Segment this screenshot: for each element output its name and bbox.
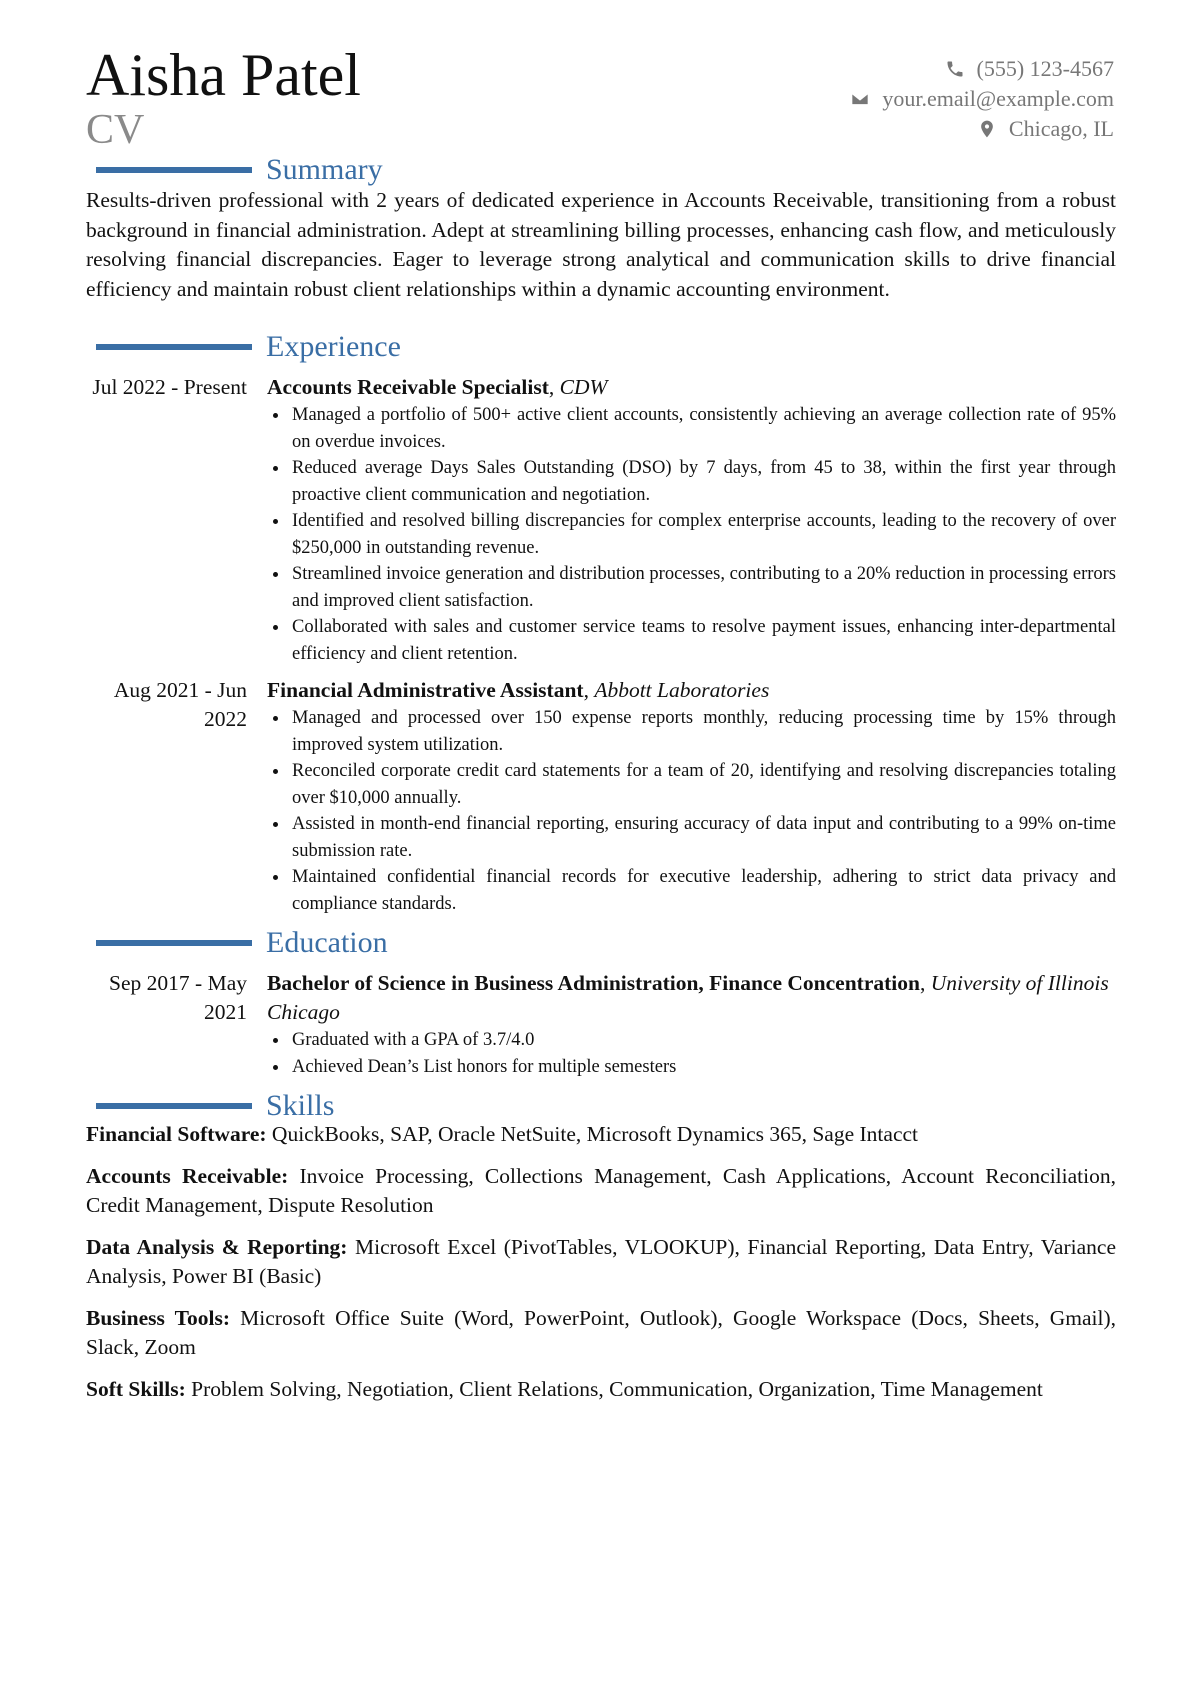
employer-name: Abbott Laboratories xyxy=(594,678,770,702)
skills-section-header xyxy=(96,1089,334,1123)
contact-info xyxy=(850,54,1114,144)
skill-row xyxy=(86,1120,1116,1149)
skill-category: Data Analysis & Reporting: xyxy=(86,1235,348,1259)
location-text: Chicago, IL xyxy=(1008,116,1114,141)
list-item: Managed and processed over 150 expense reports monthly, reducing processing time by 15% through improved system utilization. xyxy=(267,705,1116,758)
phone-number: (555) 123-4567 xyxy=(976,56,1114,81)
section-rule xyxy=(96,940,252,946)
bullet-list xyxy=(267,1027,1116,1080)
entry-heading: Financial Administrative Assistant, Abbott Laboratories xyxy=(267,678,770,702)
skill-values: Microsoft Excel (PivotTables, VLOOKUP), Financial Reporting, Data Entry, Variance Analysis, Power BI (Basic) xyxy=(86,1235,1116,1288)
skill-row xyxy=(86,1304,1116,1362)
list-item: Achieved Dean’s List honors for multiple semesters xyxy=(267,1054,1116,1081)
section-title-education: Education xyxy=(266,926,388,959)
candidate-name: Aisha Patel xyxy=(86,42,361,108)
entry-body xyxy=(267,969,1116,1080)
skill-category: Business Tools: xyxy=(86,1306,230,1330)
entry-date: Sep 2017 - May 2021 xyxy=(109,971,247,1024)
section-rule xyxy=(96,344,252,350)
list-item: Identified and resolved billing discrepancies for complex enterprise accounts, leading to the recovery of over $250,000 in outstanding revenue. xyxy=(267,508,1116,561)
skill-category: Financial Software: xyxy=(86,1122,267,1146)
list-item: Managed a portfolio of 500+ active client accounts, consistently achieving an average collection rate of 95% on overdue invoices. xyxy=(267,402,1116,455)
document-subtitle: CV xyxy=(86,107,145,153)
contact-phone[interactable] xyxy=(850,54,1114,84)
skill-values: Microsoft Office Suite (Word, PowerPoint, Outlook), Google Workspace (Docs, Sheets, Gmail), Slack, Zoom xyxy=(86,1306,1116,1359)
section-rule xyxy=(96,167,252,173)
list-item: Collaborated with sales and customer service teams to resolve payment issues, enhancing inter-departmental efficiency and client retention. xyxy=(267,614,1116,667)
section-title-experience: Experience xyxy=(266,330,401,363)
list-item: Reconciled corporate credit card statements for a team of 20, identifying and resolving discrepancies totaling over $10,000 annually. xyxy=(267,758,1116,811)
experience-section-header xyxy=(96,330,401,364)
skill-category: Soft Skills: xyxy=(86,1377,186,1401)
contact-location xyxy=(850,114,1114,144)
phone-icon xyxy=(945,59,965,79)
entry-heading: Accounts Receivable Specialist, CDW xyxy=(267,375,608,399)
summary-text: Results-driven professional with 2 years of dedicated experience in Accounts Receivable, transitioning from a robust background in financial administration. Adept at streamlining billing processes, enhancing cash flow, and meticulously resolving financial discrepancies. Eager to leverage strong analytical and communication skills to drive financial efficiency and maintain robust client relationships within a dynamic accounting environment. xyxy=(86,188,1116,302)
skill-row xyxy=(86,1233,1116,1291)
school-name: University of Illinois Chicago xyxy=(267,971,1109,1024)
bullet-list xyxy=(267,705,1116,917)
list-item: Reduced average Days Sales Outstanding (DSO) by 7 days, from 45 to 38, within the first year through proactive client communication and negotiation. xyxy=(267,455,1116,508)
bullet-list xyxy=(267,402,1116,667)
section-title-summary: Summary xyxy=(266,153,383,186)
envelope-icon xyxy=(850,89,870,109)
contact-email[interactable] xyxy=(850,84,1114,114)
list-item: Graduated with a GPA of 3.7/4.0 xyxy=(267,1027,1116,1054)
employer-name: CDW xyxy=(559,375,608,399)
education-section-header xyxy=(96,926,388,960)
map-marker-icon xyxy=(977,119,997,139)
list-item: Assisted in month-end financial reporting, ensuring accuracy of data input and contributing to a 99% on-time submission rate. xyxy=(267,811,1116,864)
skill-row xyxy=(86,1162,1116,1220)
entry-date: Aug 2021 - Jun 2022 xyxy=(113,678,247,731)
skill-category: Accounts Receivable: xyxy=(86,1164,289,1188)
degree-title: Bachelor of Science in Business Administration, Finance Concentration xyxy=(267,971,920,995)
skill-values: Problem Solving, Negotiation, Client Relations, Communication, Organization, Time Management xyxy=(191,1377,1043,1401)
list-item: Maintained confidential financial records for executive leadership, adhering to strict data privacy and compliance standards. xyxy=(267,864,1116,917)
section-title-skills: Skills xyxy=(266,1089,335,1122)
summary-section-header xyxy=(96,153,383,187)
skill-row xyxy=(86,1375,1116,1404)
section-rule xyxy=(96,1103,252,1109)
entry-body xyxy=(267,373,1116,667)
entry-date: Jul 2022 - Present xyxy=(92,375,247,399)
entry-heading: Bachelor of Science in Business Administration, Finance Concentration, University of Illinois Chicago xyxy=(267,971,1109,1024)
job-title: Accounts Receivable Specialist xyxy=(267,375,549,399)
skill-values: Invoice Processing, Collections Management, Cash Applications, Account Reconciliation, Credit Management, Dispute Resolution xyxy=(86,1164,1116,1217)
email-address: your.email@example.com xyxy=(882,86,1114,111)
skill-values: QuickBooks, SAP, Oracle NetSuite, Microsoft Dynamics 365, Sage Intacct xyxy=(271,1122,919,1146)
list-item: Streamlined invoice generation and distribution processes, contributing to a 20% reduction in processing errors and improved client satisfaction. xyxy=(267,561,1116,614)
job-title: Financial Administrative Assistant xyxy=(267,678,584,702)
entry-body xyxy=(267,676,1116,917)
